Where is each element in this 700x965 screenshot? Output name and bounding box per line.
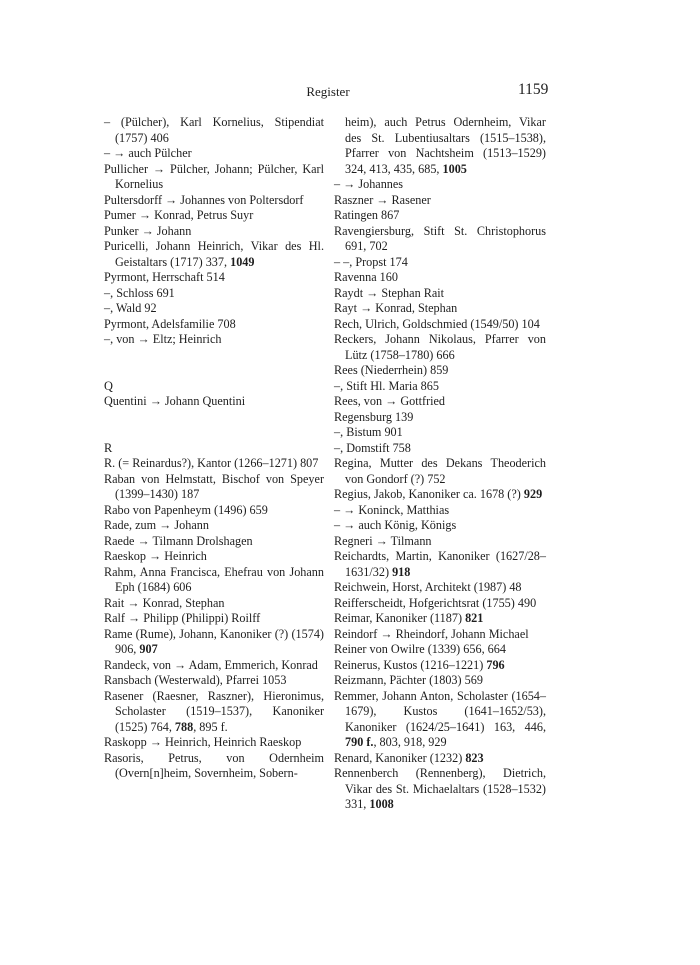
entry-text: Reizmann, Pächter (1803) 569 xyxy=(334,673,483,687)
index-entry xyxy=(334,518,546,534)
index-entry xyxy=(104,317,324,333)
index-entry xyxy=(104,270,324,286)
entry-bold-page: 796 xyxy=(486,657,505,672)
right-column xyxy=(334,115,546,813)
entry-text: Puricelli, Johann Heinrich, Vikar des Hl. Geistaltars (1717) 337, xyxy=(104,239,324,269)
index-entry xyxy=(334,363,546,379)
index-entry xyxy=(104,503,324,519)
index-entry xyxy=(334,270,546,286)
entry-text: Raeskop → Heinrich xyxy=(104,549,207,563)
entry-text: Regina, Mutter des Dekans Theoderich von Gondorf (?) 752 xyxy=(334,456,546,486)
entry-text: Rasener (Raesner, Raszner), Hieronimus, Scholaster (1519–1537), Kanoniker (1525) 764, xyxy=(104,688,324,734)
entry-text: Pyrmont, Herrschaft 514 xyxy=(104,270,225,284)
index-entry xyxy=(104,689,324,736)
entry-text: Reckers, Johann Nikolaus, Pfarrer von Lütz (1758–1780) 666 xyxy=(334,332,546,362)
entry-text: Rasoris, Petrus, von Odernheim (Overn[n]heim, Sovernheim, Sobern- xyxy=(104,750,324,780)
entry-text: Rait → Konrad, Stephan xyxy=(104,595,225,610)
index-entry xyxy=(334,224,546,255)
index-entry xyxy=(334,627,546,643)
page-number: 1159 xyxy=(518,81,549,98)
entry-bold-page: 1049 xyxy=(230,254,255,269)
index-entry xyxy=(334,673,546,689)
index-entry xyxy=(334,503,546,519)
entry-text: Pyrmont, Adelsfamilie 708 xyxy=(104,316,236,331)
entry-text: Rade, zum → Johann xyxy=(104,518,209,532)
entry-bold-page: 907 xyxy=(139,642,158,656)
entry-bold-page: 790 f. xyxy=(345,735,374,749)
index-entry xyxy=(104,146,324,162)
entry-text: Ravenna 160 xyxy=(334,270,398,284)
entry-text: Ralf → Philipp (Philippi) Roilff xyxy=(104,611,261,625)
entry-text: Reichwein, Horst, Architekt (1987) 48 xyxy=(334,580,522,594)
index-entry-continued xyxy=(334,115,546,177)
entry-text: Reindorf → Rheindorf, Johann Michael xyxy=(334,626,529,641)
index-entry xyxy=(104,224,324,240)
index-entry xyxy=(334,410,546,426)
entry-text: heim), auch Petrus Odernheim, Vikar des St. Lubentiusaltars (1515–1538), Pfarrer von Nachtsheim (1513–1529) 324, 413, 435, 685, xyxy=(345,115,546,176)
index-entry xyxy=(334,208,546,224)
entry-text: Raydt → Stephan Rait xyxy=(334,285,445,300)
entry-text: Rame (Rume), Johann, Kanoniker (?) (1574) 906, xyxy=(104,626,324,656)
index-entry xyxy=(104,673,324,689)
entry-bold-page: 788 xyxy=(174,719,194,734)
index-entry xyxy=(334,549,546,580)
entry-text: Reifferscheidt, Hofgerichtsrat (1755) 490 xyxy=(334,595,537,610)
index-entry xyxy=(334,580,546,596)
index-entry xyxy=(104,115,324,146)
entry-bold-page: 1008 xyxy=(369,797,394,811)
entry-text: Ravengiersburg, Stift St. Christophorus 691, 702 xyxy=(334,223,546,253)
index-entry xyxy=(334,456,546,487)
entry-text: R. (= Reinardus?), Kantor (1266–1271) 807 xyxy=(104,456,319,470)
entry-text: Randeck, von → Adam, Emmerich, Konrad xyxy=(104,657,318,672)
index-entry xyxy=(104,301,324,317)
entry-text: Rayt → Konrad, Stephan xyxy=(334,301,458,315)
entry-text-after: , 803, 918, 929 xyxy=(373,735,447,749)
entry-text: Raban von Helmstatt, Bischof von Speyer (1399–1430) 187 xyxy=(104,471,324,501)
entry-text: – → Johannes xyxy=(334,177,404,191)
entry-text: Pultersdorff → Johannes von Poltersdorf xyxy=(104,192,304,207)
entry-bold-page: 823 xyxy=(465,750,484,765)
index-entry xyxy=(104,518,324,534)
entry-text: Regius, Jakob, Kanoniker ca. 1678 (?) xyxy=(334,487,524,501)
entry-text: Rahm, Anna Francisca, Ehefrau von Johann Eph (1684) 606 xyxy=(104,564,324,594)
entry-text: – → Koninck, Matthias xyxy=(334,502,450,517)
index-entry xyxy=(104,394,324,410)
index-entry xyxy=(334,394,546,410)
entry-text: – → auch Pülcher xyxy=(104,146,192,160)
entry-text: Rech, Ulrich, Goldschmied (1549/50) 104 xyxy=(334,316,540,331)
entry-text: Regensburg 139 xyxy=(334,409,414,424)
index-entry xyxy=(104,162,324,193)
entry-text: – –, Propst 174 xyxy=(334,254,408,269)
index-entry xyxy=(104,239,324,270)
entry-text: –, Stift Hl. Maria 865 xyxy=(334,378,439,393)
entry-bold-page: 821 xyxy=(465,611,484,625)
index-entry xyxy=(104,286,324,302)
index-entry xyxy=(334,441,546,457)
index-entry xyxy=(334,534,546,550)
index-entry xyxy=(334,301,546,317)
index-entry xyxy=(104,735,324,751)
index-entry xyxy=(334,487,546,503)
entry-text: – → auch König, Königs xyxy=(334,518,457,532)
entry-text: Pullicher → Pülcher, Johann; Pülcher, Karl Kornelius xyxy=(104,161,324,191)
entry-text: Reichardts, Martin, Kanoniker (1627/28–1631/32) xyxy=(334,549,546,579)
entry-text: Renard, Kanoniker (1232) xyxy=(334,750,466,765)
entry-text: Ransbach (Westerwald), Pfarrei 1053 xyxy=(104,673,287,687)
index-entry xyxy=(334,658,546,674)
index-entry xyxy=(334,751,546,767)
entry-text: Punker → Johann xyxy=(104,223,192,238)
index-entry xyxy=(104,596,324,612)
entry-text: Reinerus, Kustos (1216–1221) xyxy=(334,657,487,672)
entry-text: Reiner von Owilre (1339) 656, 664 xyxy=(334,642,506,656)
entry-text: Raede → Tilmann Drolshagen xyxy=(104,533,253,548)
index-entry xyxy=(104,332,324,348)
index-entry xyxy=(334,332,546,363)
entry-bold-page: 929 xyxy=(523,487,543,501)
entry-text: Rees, von → Gottfried xyxy=(334,394,446,408)
entry-text: Raszner → Rasener xyxy=(334,192,431,207)
index-entry xyxy=(334,317,546,333)
section-gap xyxy=(104,348,324,379)
index-entry xyxy=(334,642,546,658)
section-letter: R xyxy=(104,440,113,455)
index-entry xyxy=(334,766,546,813)
index-entry xyxy=(104,565,324,596)
index-entry xyxy=(334,379,546,395)
entry-text: Raskopp → Heinrich, Heinrich Raeskop xyxy=(104,735,302,749)
section-letter: Q xyxy=(104,378,113,393)
index-entry xyxy=(104,627,324,658)
entry-text: Remmer, Johann Anton, Scholaster (1654–1679), Kustos (1641–1652/53), Kanoniker (1624/25–1641) 163, 446, xyxy=(334,688,546,734)
entry-text: Rennenberch (Rennenberg), Dietrich, Vikar des St. Michaelaltars (1528–1532) 331, xyxy=(334,766,546,811)
index-entry xyxy=(334,425,546,441)
index-entry xyxy=(334,286,546,302)
entry-text: Ratingen 867 xyxy=(334,208,400,222)
index-entry xyxy=(104,208,324,224)
index-entry xyxy=(334,193,546,209)
section-gap xyxy=(104,410,324,441)
entry-text-after: , 895 f. xyxy=(193,719,228,734)
index-entry xyxy=(334,177,546,193)
entry-bold-page: 1005 xyxy=(442,161,467,176)
entry-text: Rabo von Papenheym (1496) 659 xyxy=(104,502,268,517)
index-entry xyxy=(104,658,324,674)
index-entry xyxy=(104,751,324,782)
index-entry xyxy=(104,472,324,503)
index-entry xyxy=(104,611,324,627)
entry-text: –, von → Eltz; Heinrich xyxy=(104,332,222,346)
entry-bold-page: 918 xyxy=(392,564,411,579)
entry-text: –, Schloss 691 xyxy=(104,285,175,300)
entry-text: Quentini → Johann Quentini xyxy=(104,394,246,408)
left-column xyxy=(104,115,324,782)
index-entry xyxy=(334,255,546,271)
index-entry xyxy=(334,596,546,612)
entry-text: –, Wald 92 xyxy=(104,301,157,315)
running-title: Register xyxy=(306,84,350,99)
entry-text: Pumer → Konrad, Petrus Suyr xyxy=(104,208,254,222)
index-entry xyxy=(104,549,324,565)
index-entry xyxy=(104,534,324,550)
index-entry xyxy=(104,456,324,472)
entry-text: Regneri → Tilmann xyxy=(334,533,432,548)
index-entry xyxy=(334,689,546,751)
index-entry xyxy=(334,611,546,627)
index-entry xyxy=(104,193,324,209)
entry-text: Reimar, Kanoniker (1187) xyxy=(334,611,466,625)
entry-text: –, Bistum 901 xyxy=(334,425,403,439)
entry-text: – (Pülcher), Karl Kornelius, Stipendiat (1757) 406 xyxy=(104,115,324,145)
entry-text: –, Domstift 758 xyxy=(334,440,411,455)
entry-text: Rees (Niederrhein) 859 xyxy=(334,363,449,377)
